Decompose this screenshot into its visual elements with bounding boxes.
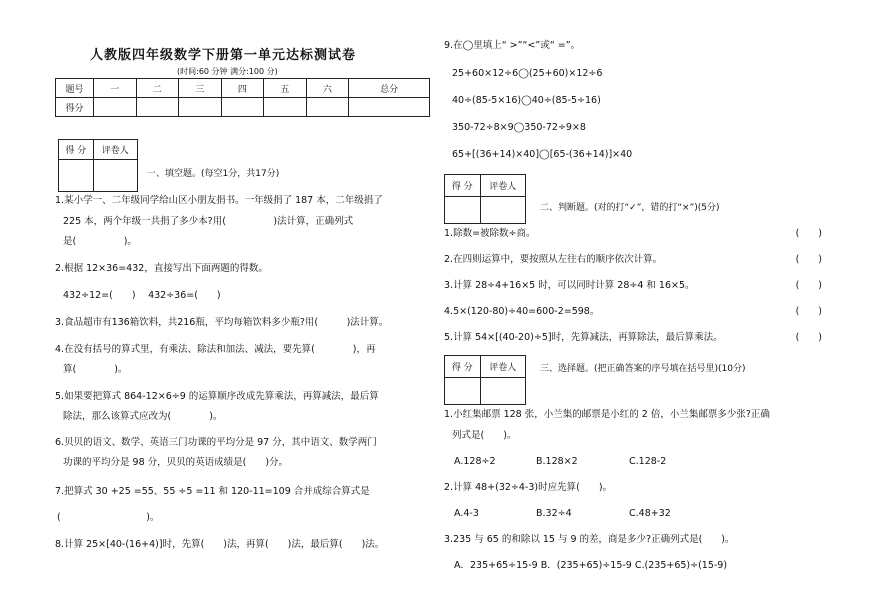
judge-item-3: 3.计算 28÷4+16×5 时，可以同时计算 28÷4 和 16×5。 bbox=[444, 280, 695, 291]
choice-q2: 2.计算 48+(32÷4-3)时应先算( )。 bbox=[444, 482, 613, 493]
grader-box-2 bbox=[444, 174, 526, 224]
grader-score-label: 得 分 bbox=[445, 175, 481, 197]
grader-score-cell[interactable] bbox=[445, 197, 481, 224]
q2-line2: 432÷12=( ) 432÷36=( ) bbox=[63, 290, 221, 301]
score-header-cell: 题号 bbox=[56, 79, 94, 98]
score-header-cell: 三 bbox=[179, 79, 222, 98]
choice-option[interactable]: A.128÷2 bbox=[454, 456, 496, 467]
score-header-cell: 五 bbox=[264, 79, 307, 98]
section2-heading: 二、判断题。(对的打“✓”，错的打“×”)(5分) bbox=[540, 203, 720, 213]
grader-name-cell[interactable] bbox=[480, 197, 526, 224]
score-header-cell: 总分 bbox=[349, 79, 430, 98]
choice-q3: 3.235 与 65 的和除以 15 与 9 的差，商是多少?正确列式是( )。 bbox=[444, 534, 735, 545]
judge-answer-3[interactable]: ( ) bbox=[795, 280, 822, 291]
choice-option[interactable]: A.4-3 bbox=[454, 508, 479, 519]
q3: 3.食品超市有136箱饮料，共216瓶，平均每箱饮料多少瓶?用( )法计算。 bbox=[55, 317, 389, 328]
judge-answer-2[interactable]: ( ) bbox=[795, 254, 822, 265]
q1-line1: 1.某小学一、二年级同学给山区小朋友捐书。一年级捐了 187 本，二年级捐了 bbox=[55, 195, 383, 206]
judge-item-2: 2.在四则运算中，要按照从左往右的顺序依次计算。 bbox=[444, 254, 663, 265]
score-header-cell: 六 bbox=[306, 79, 349, 98]
grader-box-3 bbox=[444, 355, 526, 405]
q6-line2: 功课的平均分是 98 分，贝贝的英语成绩是( )分。 bbox=[63, 457, 289, 468]
score-input-cell[interactable] bbox=[349, 98, 430, 117]
score-header-cell: 一 bbox=[94, 79, 137, 98]
choice-option[interactable]: C.128-2 bbox=[629, 456, 667, 467]
q4-line1: 4.在没有括号的算式里，有乘法、除法和加法、减法，要先算( )，再 bbox=[55, 344, 376, 355]
q9-line: 25+60×12÷6◯(25+60)×12÷6 bbox=[452, 68, 603, 79]
grader-name-cell[interactable] bbox=[480, 378, 526, 405]
q9-line: 65+[(36+14)×40]◯[65-(36+14)]×40 bbox=[452, 149, 633, 160]
score-header-cell: 二 bbox=[136, 79, 179, 98]
choice-q3-options[interactable]: A．235+65÷15-9 B．(235+65)÷15-9 C.(235+65)÷(15-9) bbox=[454, 560, 728, 571]
grader-score-label: 得 分 bbox=[59, 140, 94, 160]
q5-line2: 除法，那么该算式应改为( )。 bbox=[63, 411, 223, 422]
judge-item-5: 5.计算 54×[(40-20)÷5]时，先算减法，再算除法，最后算乘法。 bbox=[444, 332, 723, 343]
choice-q1-line2: 列式是( )。 bbox=[452, 430, 517, 441]
choice-option[interactable]: C.48+32 bbox=[629, 508, 671, 519]
q9-heading: 9.在◯里填上“ >”“<”或“ =”。 bbox=[444, 40, 581, 51]
choice-option[interactable]: B.128×2 bbox=[536, 456, 578, 467]
judge-answer-1[interactable]: ( ) bbox=[795, 228, 822, 239]
q9-line: 350-72÷8×9◯350-72÷9×8 bbox=[452, 122, 586, 133]
q4-line2: 算( )。 bbox=[63, 364, 128, 375]
score-input-cell[interactable] bbox=[94, 98, 137, 117]
section1-heading: 一、填空题。(每空1分，共17分) bbox=[147, 169, 280, 179]
score-header-cell: 四 bbox=[221, 79, 264, 98]
q6-line1: 6.贝贝的语文、数学、英语三门功课的平均分是 97 分，其中语文、数学两门 bbox=[55, 437, 377, 448]
q2-line1: 2.根据 12×36=432，直接写出下面两题的得数。 bbox=[55, 263, 268, 274]
q7-line2: ( )。 bbox=[57, 512, 160, 523]
score-input-cell[interactable] bbox=[136, 98, 179, 117]
judge-answer-4[interactable]: ( ) bbox=[795, 306, 822, 317]
grader-box-1 bbox=[58, 139, 138, 192]
grader-score-label: 得 分 bbox=[445, 356, 481, 378]
page-title: 人教版四年级数学下册第一单元达标测试卷 bbox=[90, 48, 357, 63]
section3-heading: 三、选择题。(把正确答案的序号填在括号里)(10分) bbox=[540, 364, 746, 374]
score-input-cell[interactable] bbox=[306, 98, 349, 117]
choice-option[interactable]: B.32÷4 bbox=[536, 508, 572, 519]
score-table-header-row bbox=[56, 79, 430, 98]
q9-line: 40÷(85-5×16)◯40÷(85-5÷16) bbox=[452, 95, 601, 106]
judge-item-1: 1.除数=被除数÷商。 bbox=[444, 228, 536, 239]
grader-label: 评卷人 bbox=[93, 140, 137, 160]
score-input-cell[interactable] bbox=[264, 98, 307, 117]
choice-q1-line1: 1.小红集邮票 128 张，小兰集的邮票是小红的 2 倍，小兰集邮票多少张?正确 bbox=[444, 409, 770, 420]
q1-line2: 225 本，两个年级一共捐了多少本?用( )法计算，正确列式 bbox=[63, 216, 354, 227]
q7-line1: 7.把算式 30 +25 =55、55 ÷5 =11 和 120-11=109 合并成综合算式是 bbox=[55, 486, 370, 497]
q5-line1: 5.如果要把算式 864-12×6÷9 的运算顺序改成先算乘法，再算减法，最后算 bbox=[55, 391, 379, 402]
q1-line3: 是( )。 bbox=[63, 236, 137, 247]
score-row-label: 得分 bbox=[56, 98, 94, 117]
judge-item-4: 4.5×(120-80)÷40=600-2=598。 bbox=[444, 306, 600, 317]
grader-label: 评卷人 bbox=[480, 175, 526, 197]
score-input-cell[interactable] bbox=[179, 98, 222, 117]
judge-answer-5[interactable]: ( ) bbox=[795, 332, 822, 343]
q8: 8.计算 25×[40-(16+4)]时，先算( )法，再算( )法，最后算( )法。 bbox=[55, 539, 385, 550]
score-table-score-row bbox=[56, 98, 430, 117]
grader-score-cell[interactable] bbox=[59, 160, 94, 192]
page-subtitle: (时间:60 分钟 满分:100 分) bbox=[177, 67, 278, 76]
score-table bbox=[55, 78, 430, 117]
grader-label: 评卷人 bbox=[480, 356, 526, 378]
grader-name-cell[interactable] bbox=[93, 160, 137, 192]
grader-score-cell[interactable] bbox=[445, 378, 481, 405]
score-input-cell[interactable] bbox=[221, 98, 264, 117]
